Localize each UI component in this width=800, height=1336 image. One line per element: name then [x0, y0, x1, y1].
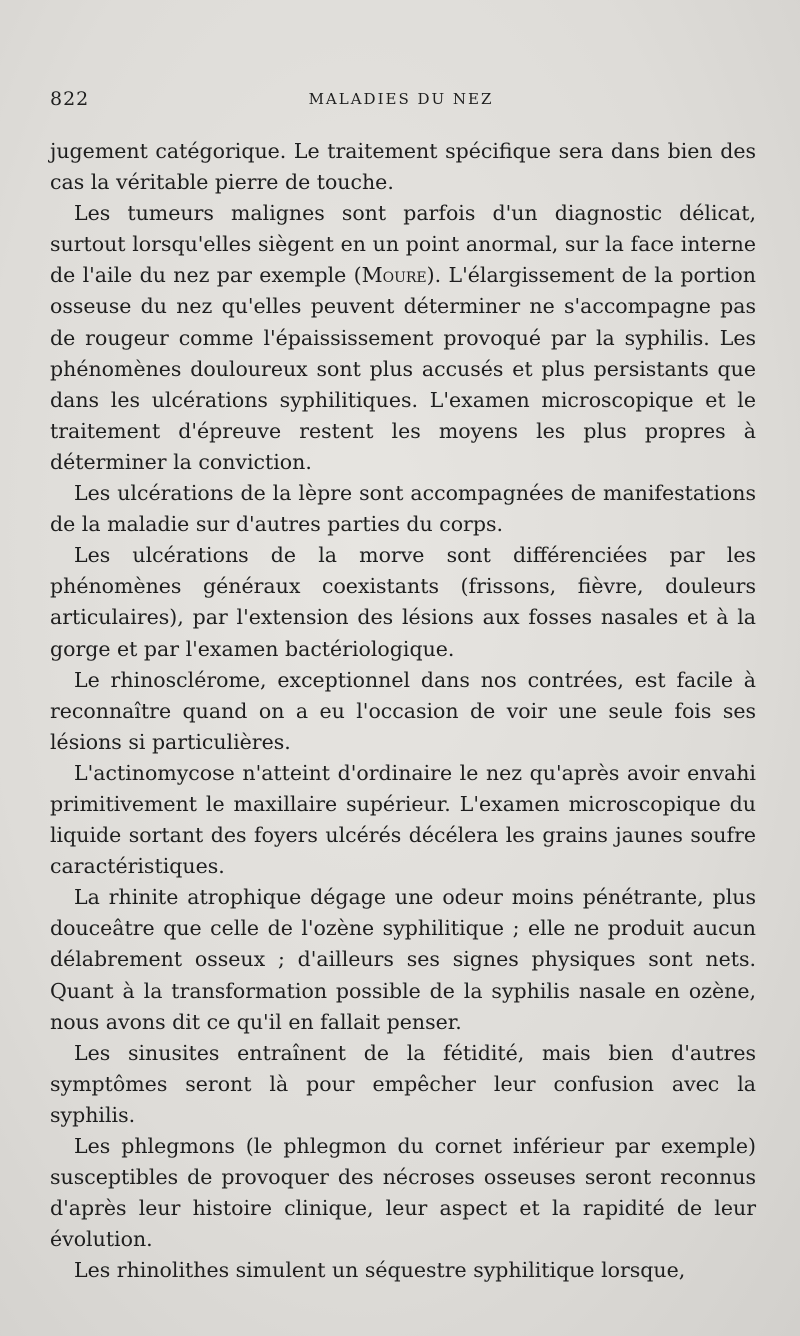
paragraph-text: Les tumeurs malignes sont parfois d'un diagnostic délicat, surtout lorsqu'elles siègent en un point anormal, sur la face interne de l'aile du nez par exemple (: [50, 201, 756, 288]
paragraph-sinusites: Les sinusites entraînent de la fétidité, mais bien d'autres symptômes seront là pour empêcher leur confusion avec la syphilis.: [50, 1040, 756, 1127]
page-header: [50, 88, 752, 118]
paragraph-phlegmons: Les phlegmons (le phlegmon du cornet inférieur par exemple) susceptibles de provoquer des nécroses osseuses seront reconnus d'après leur histoire clinique, leur aspect et la rapidité de leur évolution.: [50, 1134, 756, 1252]
paragraph-lepre: Les ulcérations de la lèpre sont accompagnées de manifestations de la maladie sur d'autres parties du corps.: [50, 481, 756, 537]
paragraph-actinomycose: L'actinomycose n'atteint d'ordinaire le nez qu'après avoir envahi primitivement le maxillaire supérieur. L'examen microscopique du liquide sortant des foyers ulcérés décélera les grains jaunes soufre caractéristiques.: [50, 760, 756, 879]
paragraph-rhinolithes: Les rhinolithes simulent un séquestre syphilitique lorsque,: [74, 1258, 686, 1283]
paragraph-continuation: jugement catégorique. Le traitement spécifique sera dans bien des cas la véritable pierre de touche.: [50, 139, 756, 195]
paragraph-morve: Les ulcérations de la morve sont différenciées par les phénomènes généraux coexistants (frissons, fièvre, douleurs articulaires), par l'extension des lésions aux fosses nasales et à la gorge et par l'examen bactériologique.: [50, 543, 756, 661]
body-text: [50, 136, 756, 1286]
paragraph-tumeurs-malignes: [50, 198, 756, 478]
page-number: 822: [50, 88, 90, 110]
author-name: Moure: [361, 263, 427, 288]
paragraph-rhinite-atrophique: La rhinite atrophique dégage une odeur moins pénétrante, plus douceâtre que celle de l'ozène syphilitique ; elle ne produit aucun délabrement osseux ; d'ailleurs ses signes physiques sont nets. Quant à la transformation possible de la syphilis nasale en ozène, nous avons dit ce qu'il en fallait penser.: [50, 885, 756, 1034]
paragraph-rhinosclerome: Le rhinosclérome, exceptionnel dans nos contrées, est facile à reconnaître quand on a eu l'occasion de voir une seule fois ses lésions si particulières.: [50, 667, 756, 754]
running-title: MALADIES DU NEZ: [308, 90, 494, 108]
paragraph-text: ). L'élargissement de la portion osseuse du nez qu'elles peuvent déterminer ne s'accompagne pas de rougeur comme l'épaississement provoqué par la syphilis. Les phénomènes douloureux sont plus accusés et plus persistants que dans les ulcérations syphilitiques. L'examen microscopique et le traitement d'épreuve restent les moyens les plus propres à déterminer la conviction.: [50, 263, 756, 474]
